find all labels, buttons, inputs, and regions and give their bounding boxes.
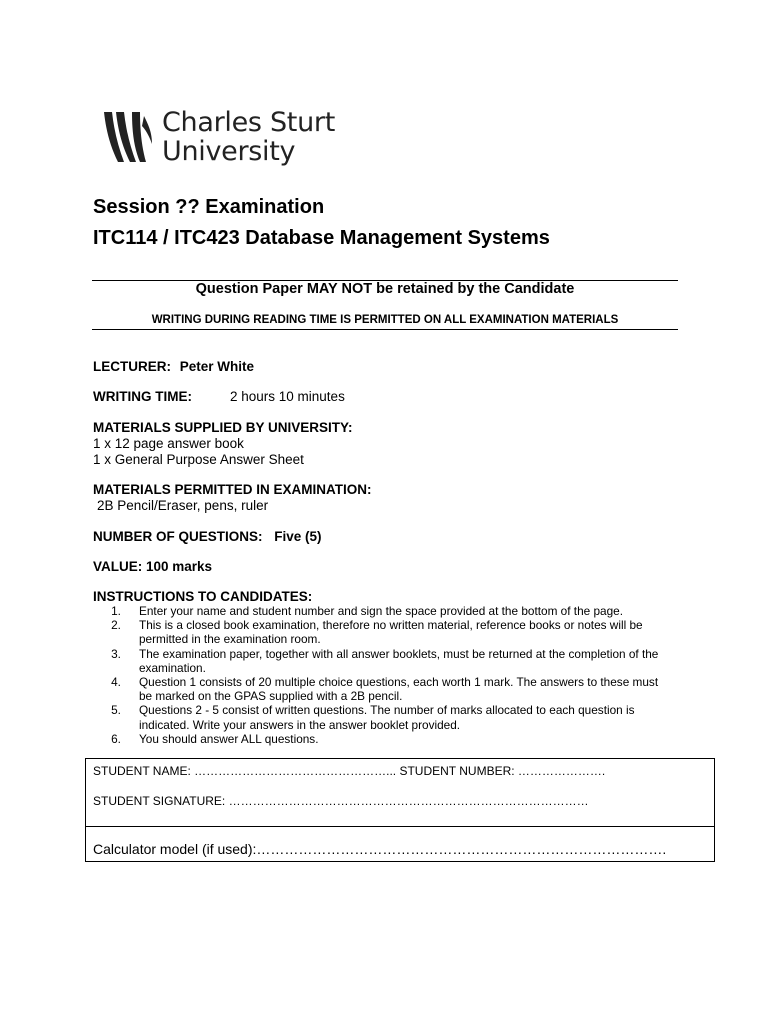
instruction-line: Question 1 consists of 20 multiple choice questions, each worth 1 mark. The answers to these must <box>139 675 659 690</box>
materials-permitted-field <box>93 482 372 514</box>
instruction-line: You should answer ALL questions. <box>139 731 319 746</box>
instruction-text <box>139 732 718 746</box>
instruction-number: 6. <box>111 731 121 746</box>
instruction-item <box>93 618 718 646</box>
university-wordmark <box>162 108 335 166</box>
instruction-item <box>93 647 718 675</box>
instructions-list <box>93 604 718 746</box>
materials-supplied-item: 1 x General Purpose Answer Sheet <box>93 452 304 467</box>
instruction-line: permitted in the examination room. <box>139 632 321 647</box>
instruction-number: 5. <box>111 703 121 718</box>
instruction-line: be marked on the GPAS supplied with a 2B pencil. <box>139 689 403 704</box>
writing-time-value: 2 hours 10 minutes <box>230 389 345 404</box>
instruction-line: indicated. Write your answers in the answer booklet provided. <box>139 717 461 732</box>
materials-supplied-label: MATERIALS SUPPLIED BY UNIVERSITY: <box>93 420 353 435</box>
instruction-text <box>139 703 718 731</box>
value-label: VALUE: 100 marks <box>93 559 213 574</box>
num-questions-value: Five (5) <box>274 529 322 544</box>
lecturer-label: LECTURER: <box>93 359 171 374</box>
instruction-number: 4. <box>111 675 121 690</box>
course-title: ITC114 / ITC423 Database Management Systems <box>93 227 550 249</box>
materials-supplied-item: 1 x 12 page answer book <box>93 436 244 451</box>
logo-line-2: University <box>162 136 296 167</box>
instruction-line: The examination paper, together with all answer booklets, must be returned at the completion of the <box>139 646 659 661</box>
num-questions-field <box>93 529 322 545</box>
instruction-text <box>139 618 718 646</box>
student-signature-line[interactable]: STUDENT SIGNATURE: ……………………………………………………………………………… <box>93 794 589 808</box>
instruction-text <box>139 604 718 618</box>
lecturer-value: Peter White <box>179 359 255 374</box>
university-emblem-icon <box>102 110 154 164</box>
box-divider <box>86 826 714 827</box>
writing-time-field <box>93 389 345 405</box>
instruction-number: 2. <box>111 618 121 633</box>
instruction-text <box>139 675 718 703</box>
instruction-line: Questions 2 - 5 consist of written questions. The number of marks allocated to each question is <box>139 703 635 718</box>
student-name-number-line[interactable]: STUDENT NAME: …………………………………………... STUDENT NUMBER: …………………. <box>93 764 606 778</box>
instruction-number: 1. <box>111 604 121 618</box>
instruction-item <box>93 604 718 618</box>
materials-permitted-label: MATERIALS PERMITTED IN EXAMINATION: <box>93 482 372 497</box>
value-field <box>93 559 212 575</box>
instruction-item <box>93 732 718 746</box>
lecturer-field <box>93 359 254 375</box>
materials-supplied-field <box>93 420 353 468</box>
reading-time-notice: WRITING DURING READING TIME IS PERMITTED ON ALL EXAMINATION MATERIALS <box>151 314 619 326</box>
instruction-line: This is a closed book examination, therefore no written material, reference books or notes will be <box>139 618 643 633</box>
calculator-model-line[interactable]: Calculator model (if used):……………………………………………………………………………. <box>93 841 667 857</box>
instruction-item <box>93 675 718 703</box>
retention-notice: Question Paper MAY NOT be retained by the Candidate <box>195 281 575 297</box>
num-questions-label: NUMBER OF QUESTIONS: <box>93 529 263 544</box>
instructions-heading-wrap <box>93 589 312 605</box>
bottom-rule <box>92 329 678 330</box>
instruction-line: examination. <box>139 660 206 675</box>
university-logo <box>102 108 335 166</box>
instruction-item <box>93 703 718 731</box>
writing-time-label: WRITING TIME: <box>93 389 192 404</box>
materials-permitted-value: 2B Pencil/Eraser, pens, ruler <box>97 498 269 513</box>
logo-line-1: Charles Sturt <box>162 107 335 138</box>
instruction-line: Enter your name and student number and sign the space provided at the bottom of the page. <box>139 604 623 618</box>
exam-session-title: Session ?? Examination <box>93 196 325 218</box>
instruction-text <box>139 647 718 675</box>
student-details-box <box>85 758 715 862</box>
instructions-heading: INSTRUCTIONS TO CANDIDATES: <box>93 589 313 604</box>
instruction-number: 3. <box>111 646 121 661</box>
